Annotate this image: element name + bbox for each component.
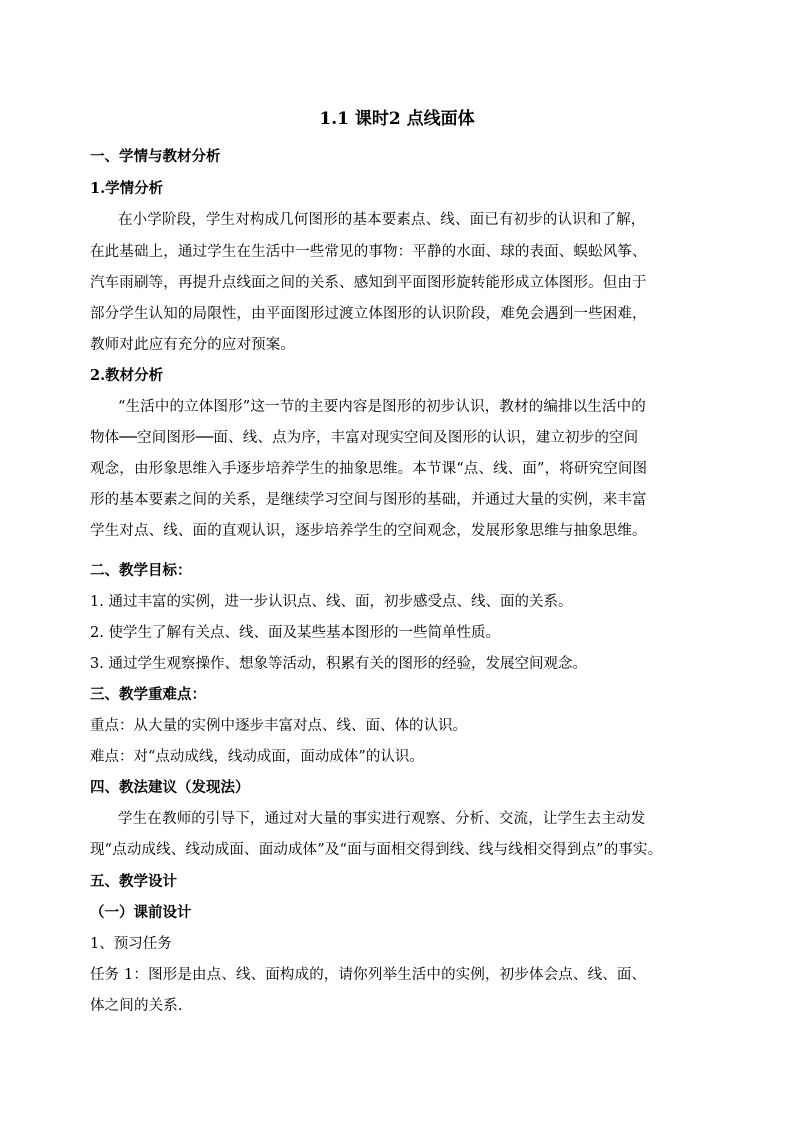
- difficult-point: 难点：对“点动成线，线动成面，面动成体”的认识。: [90, 749, 424, 765]
- subheading-textbook-analysis: 2.教材分析: [90, 367, 164, 384]
- task-line: 任务 1：图形是由点、线、面构成的，请你列举生活中的实例，初步体会点、线、面、: [90, 967, 647, 983]
- page-title: 1.1 课时2 点线面体: [319, 109, 475, 129]
- subheading-student-analysis: 1.学情分析: [90, 180, 164, 197]
- list-item-preview: 1、预习任务: [90, 936, 172, 952]
- paragraph-line: 学生在教师的引导下，通过对大量的事实进行观察、分析、交流，让学生去主动发: [118, 811, 646, 827]
- section-heading-analysis: 一、学情与教材分析: [90, 148, 221, 165]
- subheading-pre-class: （一）课前设计: [90, 904, 192, 921]
- paragraph-line: 部分学生认知的局限性，由平面图形过渡立体图形的认识阶段，难免会遇到一些困难，: [90, 306, 647, 322]
- paragraph-line: 观念，由形象思维入手逐步培养学生的抽象思维。本节课“点、线、面”，将研究空间图: [90, 461, 648, 477]
- section-heading-key-points: 三、教学重难点：: [90, 686, 206, 703]
- paragraph-line: 在此基础上，通过学生在生活中一些常见的事物：平静的水面、球的表面、蜈蚣风筝、: [90, 244, 647, 260]
- paragraph-line: 物体──空间图形──面、线、点为序，丰富对现实空间及图形的认识，建立初步的空间: [90, 430, 639, 446]
- task-line: 体之间的关系.: [90, 998, 183, 1014]
- section-heading-design: 五、教学设计: [90, 873, 177, 890]
- objective-item: 2. 使学生了解有关点、线、面及某些基本图形的一些简单性质。: [90, 625, 500, 641]
- section-heading-objectives: 二、教学目标：: [90, 562, 192, 579]
- paragraph-line: 形的基本要素之间的关系，是继续学习空间与图形的基础，并通过大量的实例，来丰富: [90, 492, 647, 508]
- paragraph-line: 汽车雨刷等，再提升点线面之间的关系、感知到平面图形旋转能形成立体图形。但由于: [90, 275, 647, 291]
- paragraph-line: 现“点动成线、线动成面、面动成体”及“面与面相交得到线、线与线相交得到点”的事实。: [90, 842, 663, 858]
- key-point: 重点：从大量的实例中逐步丰富对点、线、面、体的认识。: [90, 718, 467, 734]
- objective-item: 3. 通过学生观察操作、想象等活动，积累有关的图形的经验，发展空间观念。: [90, 656, 587, 672]
- paragraph-line: 学生对点、线、面的直观认识，逐步培养学生的空间观念，发展形象思维与抽象思维。: [90, 523, 647, 539]
- section-heading-method: 四、教法建议（发现法）: [90, 779, 250, 796]
- objective-item: 1. 通过丰富的实例，进一步认识点、线、面，初步感受点、线、面的关系。: [90, 594, 573, 610]
- paragraph-line: 在小学阶段，学生对构成几何图形的基本要素点、线、面已有初步的认识和了解，: [118, 212, 646, 228]
- paragraph-line: “生活中的立体图形”这一节的主要内容是图形的初步认识，教材的编排以生活中的: [118, 399, 646, 415]
- paragraph-line: 教师对此应有充分的应对预案。: [90, 337, 296, 353]
